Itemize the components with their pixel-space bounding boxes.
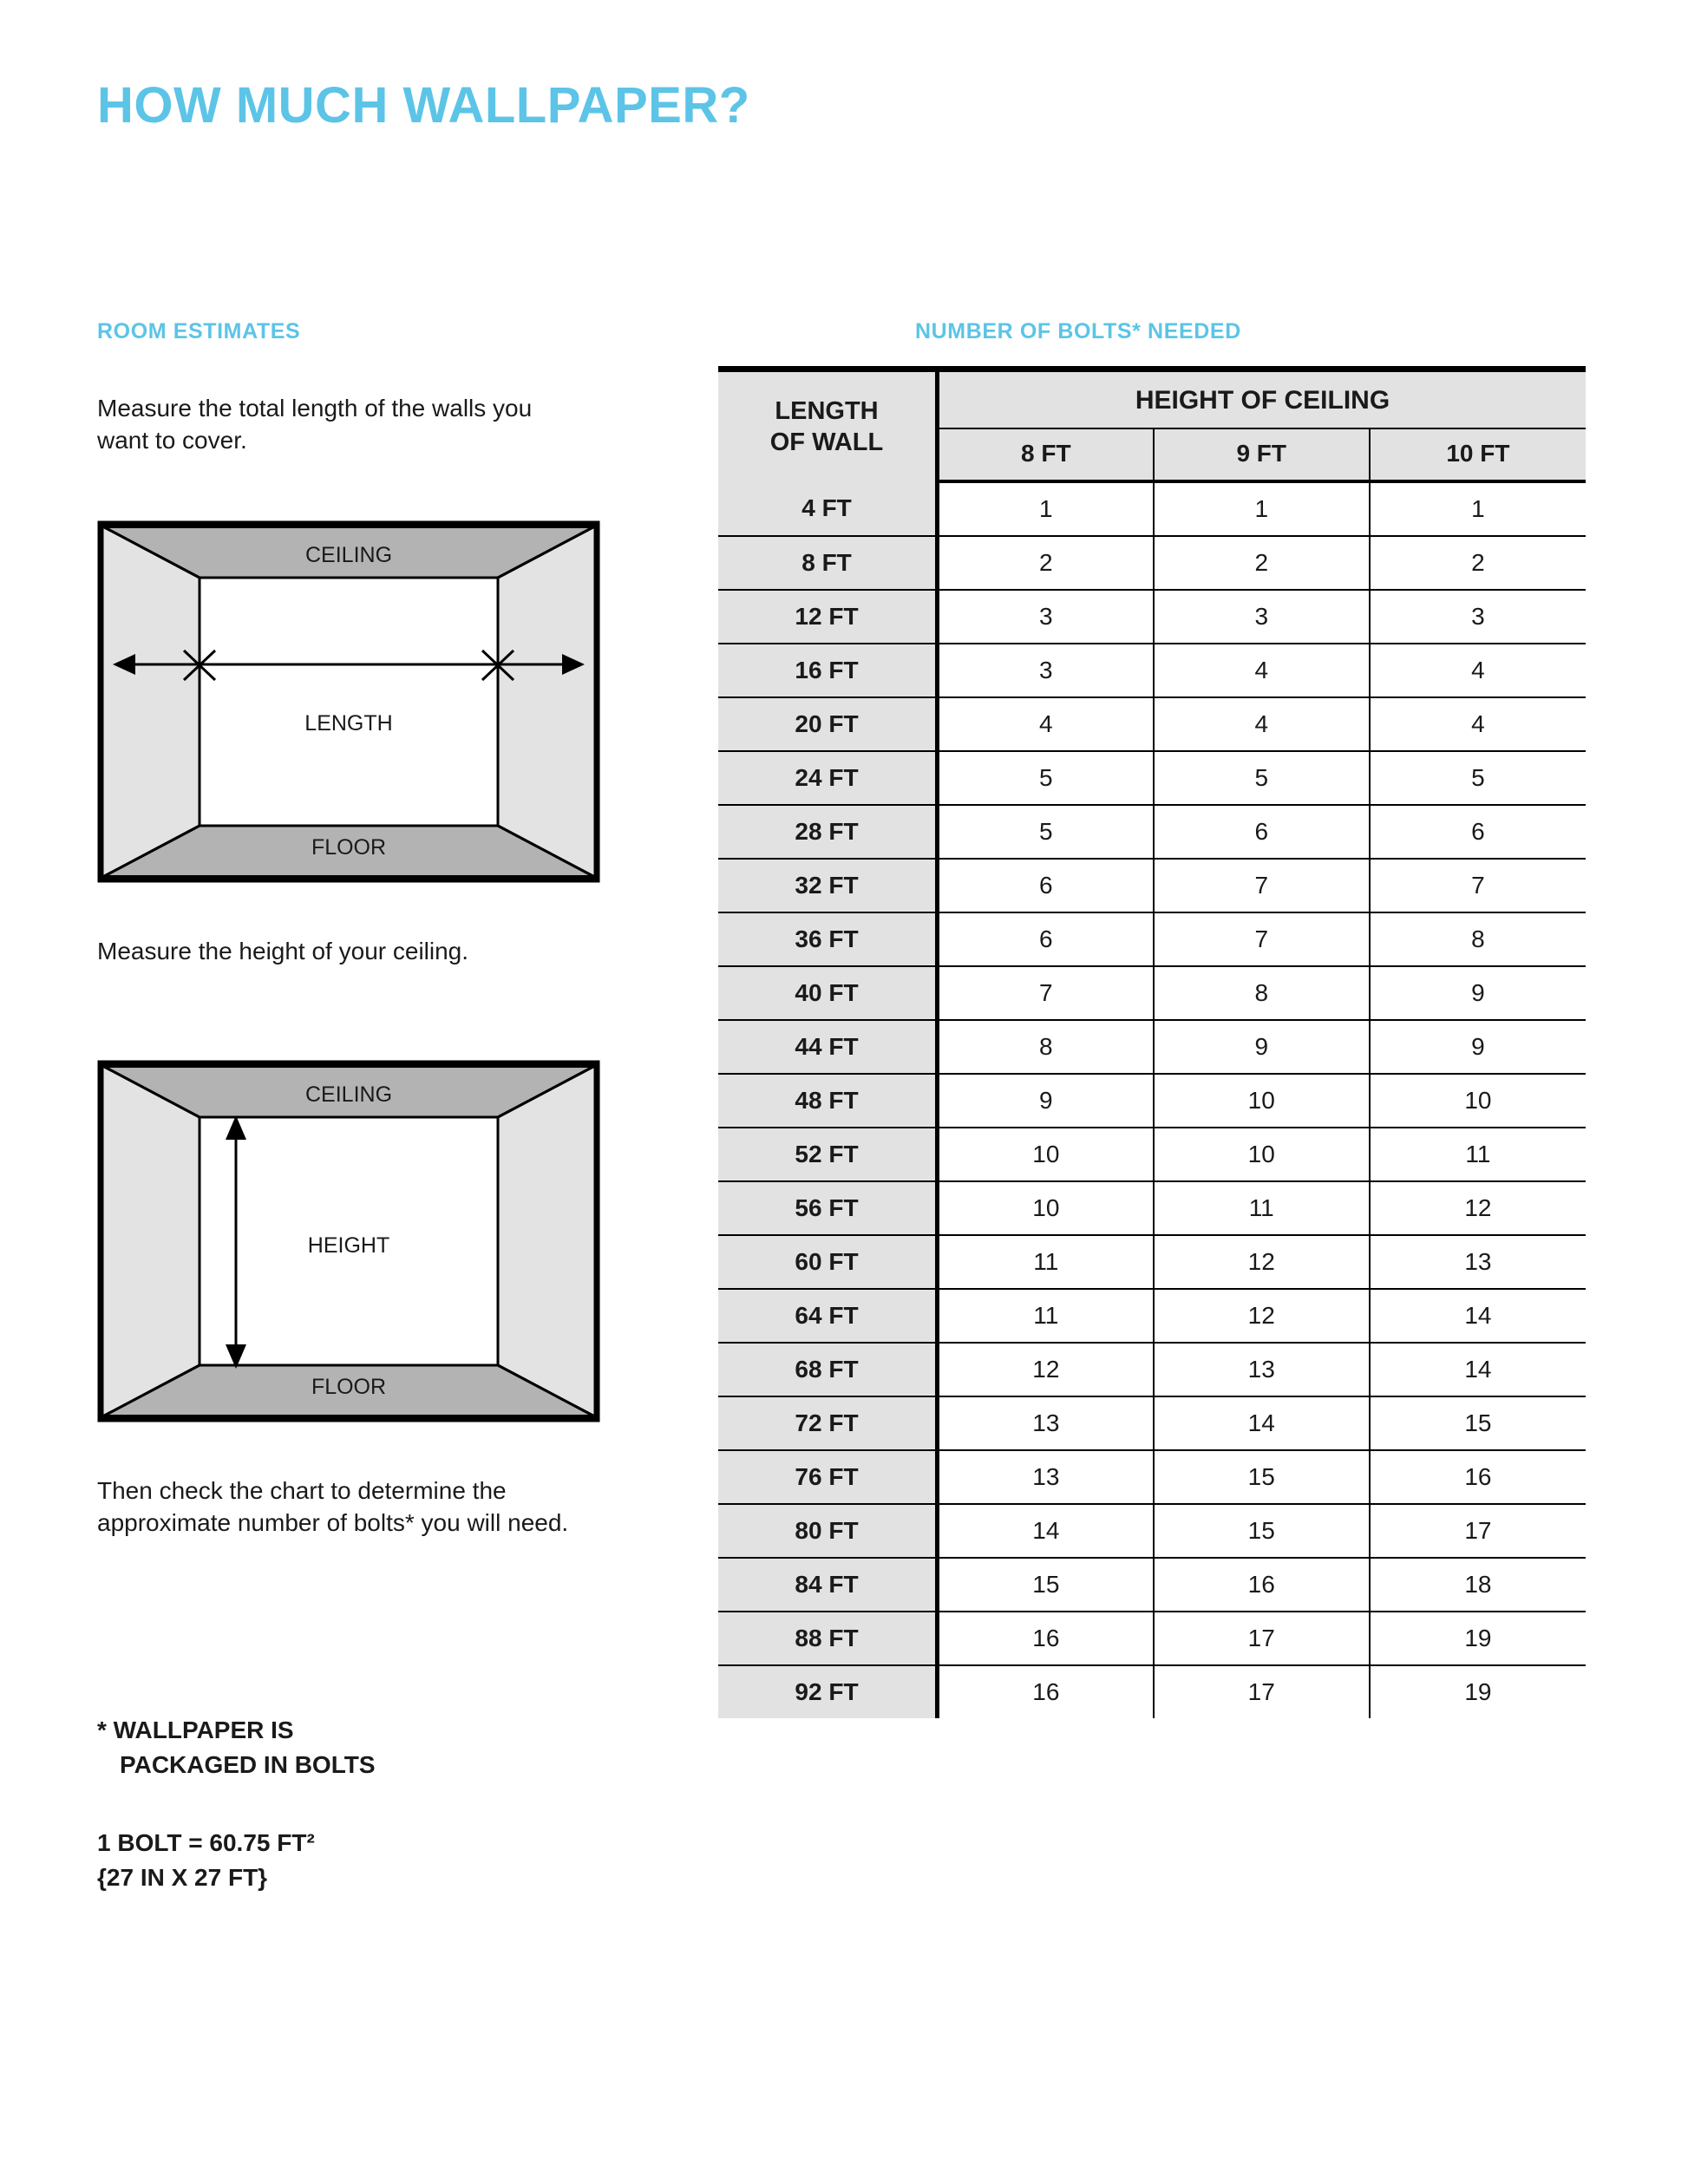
svg-text:CEILING: CEILING <box>304 543 393 567</box>
cell-bolts-8ft: 5 <box>938 751 1154 805</box>
table-row <box>718 1289 1586 1343</box>
footnote-line-3: 1 BOLT = 60.75 FT² <box>97 1829 315 1856</box>
instruction-step-3: Then check the chart to determine the approximate number of bolts* you will need. <box>97 1477 569 1537</box>
row-label-length: 72 FT <box>718 1396 938 1450</box>
cell-bolts-9ft: 15 <box>1154 1450 1370 1504</box>
cell-bolts-10ft: 9 <box>1370 1020 1586 1074</box>
table-row <box>718 751 1586 805</box>
cell-bolts-8ft: 1 <box>938 481 1154 536</box>
cell-bolts-10ft: 7 <box>1370 859 1586 912</box>
row-label-length: 92 FT <box>718 1665 938 1718</box>
cell-bolts-8ft: 10 <box>938 1128 1154 1181</box>
cell-bolts-10ft: 2 <box>1370 536 1586 590</box>
cell-bolts-10ft: 18 <box>1370 1558 1586 1612</box>
header-col-9ft: 9 FT <box>1154 428 1370 481</box>
table-row <box>718 590 1586 644</box>
cell-bolts-9ft: 10 <box>1154 1128 1370 1181</box>
table-row <box>718 1020 1586 1074</box>
row-label-length: 40 FT <box>718 966 938 1020</box>
cell-bolts-10ft: 14 <box>1370 1343 1586 1396</box>
cell-bolts-10ft: 9 <box>1370 966 1586 1020</box>
room-length-diagram <box>97 520 600 883</box>
header-length-line-2: OF WALL <box>769 428 884 456</box>
row-label-length: 8 FT <box>718 536 938 590</box>
table-row <box>718 536 1586 590</box>
cell-bolts-8ft: 15 <box>938 1558 1154 1612</box>
row-label-length: 24 FT <box>718 751 938 805</box>
svg-text:FLOOR: FLOOR <box>311 835 387 860</box>
cell-bolts-9ft: 6 <box>1154 805 1370 859</box>
table-row <box>718 1181 1586 1235</box>
footnote-bolt-size <box>97 1826 315 1895</box>
cell-bolts-9ft: 11 <box>1154 1181 1370 1235</box>
cell-bolts-9ft: 8 <box>1154 966 1370 1020</box>
cell-bolts-10ft: 10 <box>1370 1074 1586 1128</box>
cell-bolts-9ft: 16 <box>1154 1558 1370 1612</box>
row-label-length: 16 FT <box>718 644 938 697</box>
table-row <box>718 859 1586 912</box>
header-col-8ft: 8 FT <box>938 428 1154 481</box>
cell-bolts-8ft: 11 <box>938 1289 1154 1343</box>
cell-bolts-8ft: 6 <box>938 859 1154 912</box>
cell-bolts-10ft: 11 <box>1370 1128 1586 1181</box>
footnote-line-2: PACKAGED IN BOLTS <box>120 1750 376 1778</box>
cell-bolts-10ft: 12 <box>1370 1181 1586 1235</box>
table-body <box>718 481 1586 1718</box>
cell-bolts-10ft: 15 <box>1370 1396 1586 1450</box>
cell-bolts-9ft: 3 <box>1154 590 1370 644</box>
table-row <box>718 697 1586 751</box>
row-label-length: 20 FT <box>718 697 938 751</box>
cell-bolts-8ft: 10 <box>938 1181 1154 1235</box>
cell-bolts-8ft: 9 <box>938 1074 1154 1128</box>
row-label-length: 56 FT <box>718 1181 938 1235</box>
instruction-step-1: Measure the total length of the walls you want to cover. <box>97 395 533 454</box>
svg-text:CEILING: CEILING <box>304 1082 393 1107</box>
table-header-row-group <box>718 369 1586 429</box>
row-label-length: 88 FT <box>718 1612 938 1665</box>
cell-bolts-8ft: 16 <box>938 1665 1154 1718</box>
cell-bolts-8ft: 6 <box>938 912 1154 966</box>
instruction-step-2: Measure the height of your ceiling. <box>97 938 469 964</box>
cell-bolts-9ft: 7 <box>1154 859 1370 912</box>
cell-bolts-9ft: 13 <box>1154 1343 1370 1396</box>
cell-bolts-9ft: 9 <box>1154 1020 1370 1074</box>
header-col-10ft: 10 FT <box>1370 428 1586 481</box>
table-row <box>718 966 1586 1020</box>
table-row <box>718 1235 1586 1289</box>
table-row <box>718 481 1586 536</box>
row-label-length: 80 FT <box>718 1504 938 1558</box>
cell-bolts-9ft: 2 <box>1154 536 1370 590</box>
row-label-length: 68 FT <box>718 1343 938 1396</box>
header-height-of-ceiling: HEIGHT OF CEILING <box>938 369 1587 429</box>
cell-bolts-8ft: 3 <box>938 644 1154 697</box>
header-length-of-wall <box>718 369 938 482</box>
row-label-length: 76 FT <box>718 1450 938 1504</box>
bolts-table <box>718 366 1586 1718</box>
table-row <box>718 805 1586 859</box>
cell-bolts-10ft: 17 <box>1370 1504 1586 1558</box>
cell-bolts-10ft: 19 <box>1370 1612 1586 1665</box>
table-row <box>718 1450 1586 1504</box>
room-estimates-heading: ROOM ESTIMATES <box>97 319 301 343</box>
header-length-line-1: LENGTH <box>775 396 879 425</box>
bolts-table-container <box>718 366 1586 1718</box>
cell-bolts-10ft: 14 <box>1370 1289 1586 1343</box>
cell-bolts-10ft: 1 <box>1370 481 1586 536</box>
cell-bolts-8ft: 13 <box>938 1450 1154 1504</box>
cell-bolts-10ft: 13 <box>1370 1235 1586 1289</box>
cell-bolts-9ft: 7 <box>1154 912 1370 966</box>
row-label-length: 60 FT <box>718 1235 938 1289</box>
row-label-length: 12 FT <box>718 590 938 644</box>
cell-bolts-9ft: 4 <box>1154 644 1370 697</box>
page-title: HOW MUCH WALLPAPER? <box>97 77 750 134</box>
cell-bolts-8ft: 7 <box>938 966 1154 1020</box>
cell-bolts-10ft: 4 <box>1370 644 1586 697</box>
cell-bolts-8ft: 5 <box>938 805 1154 859</box>
footnote-line-4: {27 IN X 27 FT} <box>97 1863 268 1891</box>
cell-bolts-8ft: 13 <box>938 1396 1154 1450</box>
room-height-diagram <box>97 1060 600 1422</box>
table-row <box>718 1612 1586 1665</box>
bolts-needed-heading: NUMBER OF BOLTS* NEEDED <box>915 319 1241 343</box>
cell-bolts-8ft: 14 <box>938 1504 1154 1558</box>
table-row <box>718 1504 1586 1558</box>
cell-bolts-9ft: 14 <box>1154 1396 1370 1450</box>
cell-bolts-10ft: 8 <box>1370 912 1586 966</box>
cell-bolts-8ft: 12 <box>938 1343 1154 1396</box>
svg-text:FLOOR: FLOOR <box>311 1375 387 1399</box>
cell-bolts-10ft: 16 <box>1370 1450 1586 1504</box>
cell-bolts-10ft: 6 <box>1370 805 1586 859</box>
cell-bolts-8ft: 4 <box>938 697 1154 751</box>
cell-bolts-10ft: 5 <box>1370 751 1586 805</box>
cell-bolts-9ft: 1 <box>1154 481 1370 536</box>
row-label-length: 48 FT <box>718 1074 938 1128</box>
table-row <box>718 912 1586 966</box>
table-row <box>718 1128 1586 1181</box>
row-label-length: 36 FT <box>718 912 938 966</box>
cell-bolts-8ft: 16 <box>938 1612 1154 1665</box>
cell-bolts-9ft: 10 <box>1154 1074 1370 1128</box>
cell-bolts-9ft: 17 <box>1154 1665 1370 1718</box>
footnote-line-1: * WALLPAPER IS <box>97 1716 294 1743</box>
svg-text:LENGTH: LENGTH <box>304 711 393 736</box>
cell-bolts-10ft: 4 <box>1370 697 1586 751</box>
table-row <box>718 1343 1586 1396</box>
cell-bolts-9ft: 12 <box>1154 1235 1370 1289</box>
row-label-length: 84 FT <box>718 1558 938 1612</box>
cell-bolts-9ft: 4 <box>1154 697 1370 751</box>
svg-text:HEIGHT: HEIGHT <box>307 1233 390 1258</box>
cell-bolts-10ft: 3 <box>1370 590 1586 644</box>
table-row <box>718 1396 1586 1450</box>
table-row <box>718 1074 1586 1128</box>
row-label-length: 44 FT <box>718 1020 938 1074</box>
cell-bolts-9ft: 5 <box>1154 751 1370 805</box>
footnote-bolts <box>97 1713 376 1782</box>
cell-bolts-8ft: 2 <box>938 536 1154 590</box>
cell-bolts-8ft: 3 <box>938 590 1154 644</box>
cell-bolts-9ft: 12 <box>1154 1289 1370 1343</box>
cell-bolts-10ft: 19 <box>1370 1665 1586 1718</box>
cell-bolts-9ft: 15 <box>1154 1504 1370 1558</box>
table-header <box>718 369 1586 482</box>
table-row <box>718 644 1586 697</box>
row-label-length: 64 FT <box>718 1289 938 1343</box>
cell-bolts-8ft: 11 <box>938 1235 1154 1289</box>
row-label-length: 32 FT <box>718 859 938 912</box>
cell-bolts-9ft: 17 <box>1154 1612 1370 1665</box>
cell-bolts-8ft: 8 <box>938 1020 1154 1074</box>
row-label-length: 28 FT <box>718 805 938 859</box>
row-label-length: 52 FT <box>718 1128 938 1181</box>
table-row <box>718 1665 1586 1718</box>
row-label-length: 4 FT <box>718 481 938 536</box>
table-row <box>718 1558 1586 1612</box>
